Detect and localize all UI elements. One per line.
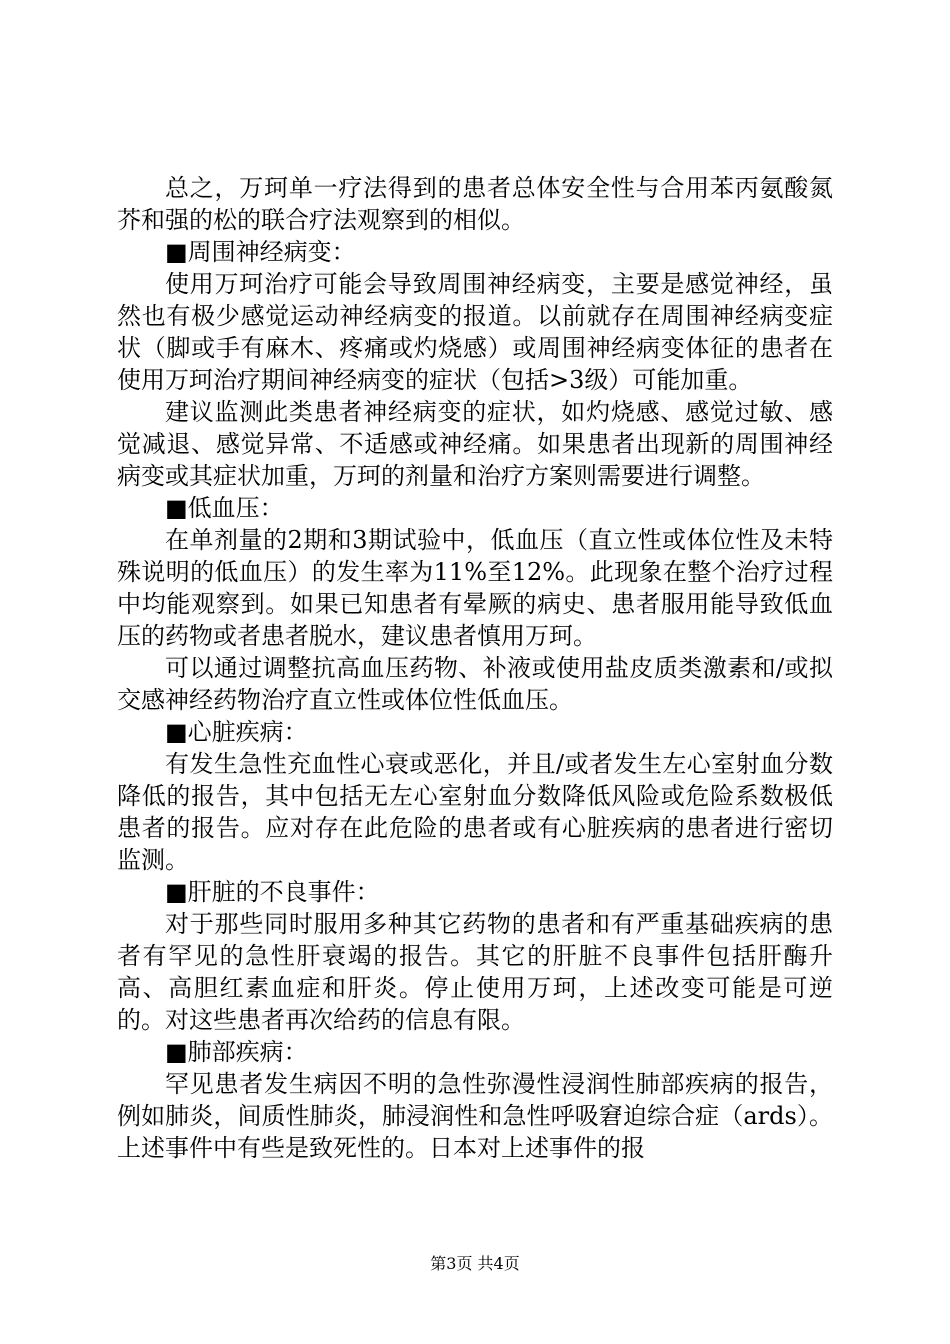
paragraph-neuropathy-monitoring: 建议监测此类患者神经病变的症状，如灼烧感、感觉过敏、感觉减退、感觉异常、不适感或神经痛。如果患者出现新的周围神经病变或其症状加重，万珂的剂量和治疗方案则需要进行调整。 xyxy=(117,398,833,490)
paragraph-summary: 总之，万珂单一疗法得到的患者总体安全性与合用苯丙氨酸氮芥和强的松的联合疗法观察到的相似。 xyxy=(117,174,833,234)
section-heading-peripheral-neuropathy: ■周围神经病变： xyxy=(165,238,356,266)
document-body xyxy=(117,172,833,1164)
section-heading-cardiac: ■心脏疾病： xyxy=(165,718,308,746)
paragraph-neuropathy-description: 使用万珂治疗可能会导致周围神经病变，主要是感觉神经，虽然也有极少感觉运动神经病变的报道。以前就存在周围神经病变症状（脚或手有麻木、疼痛或灼烧感）或周围神经病变体征的患者在使用万珂治疗期间神经病变的症状（包括>3级）可能加重。 xyxy=(117,270,833,394)
paragraph-hypotension-incidence: 在单剂量的2期和3期试验中，低血压（直立性或体位性及未特殊说明的低血压）的发生率为11%至12%。此现象在整个治疗过程中均能观察到。如果已知患者有晕厥的病史、患者服用能导致低血压的药物或者患者脱水，建议患者慎用万珂。 xyxy=(117,526,833,650)
paragraph-hypotension-treatment: 可以通过调整抗高血压药物、补液或使用盐皮质类激素和/或拟交感神经药物治疗直立性或体位性低血压。 xyxy=(117,654,833,714)
paragraph-hepatic-description: 对于那些同时服用多种其它药物的患者和有严重基础疾病的患者有罕见的急性肝衰竭的报告。其它的肝脏不良事件包括肝酶升高、高胆红素血症和肝炎。停止使用万珂，上述改变可能是可逆的。对这些患者再次给药的信息有限。 xyxy=(117,910,833,1034)
section-heading-pulmonary: ■肺部疾病： xyxy=(165,1038,308,1066)
paragraph-cardiac-description: 有发生急性充血性心衰或恶化，并且/或者发生左心室射血分数降低的报告，其中包括无左心室射血分数降低风险或危险系数极低患者的报告。应对存在此危险的患者或有心脏疾病的患者进行密切监测。 xyxy=(117,750,833,874)
paragraph-pulmonary-description: 罕见患者发生病因不明的急性弥漫性浸润性肺部疾病的报告，例如肺炎，间质性肺炎，肺浸润性和急性呼吸窘迫综合症（ards）。上述事件中有些是致死性的。日本对上述事件的报 xyxy=(117,1070,833,1162)
page-footer: 第3页 共4页 xyxy=(430,1254,520,1273)
section-heading-hypotension: ■低血压： xyxy=(165,494,284,522)
section-heading-hepatic: ■肝脏的不良事件： xyxy=(165,878,380,906)
